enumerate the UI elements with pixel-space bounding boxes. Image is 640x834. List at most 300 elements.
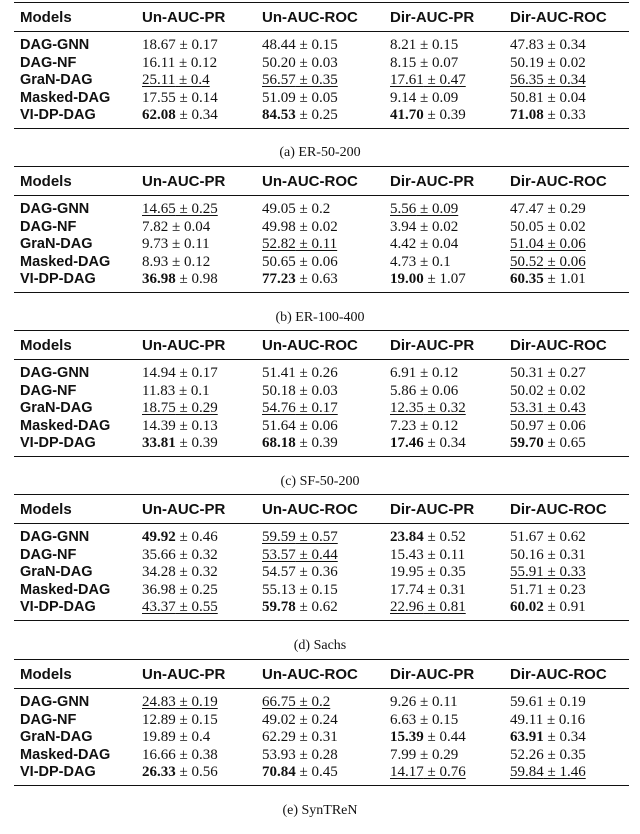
metric-stderr: ± 1.01 <box>547 271 586 287</box>
metric-value <box>390 254 451 270</box>
header-row <box>14 331 629 360</box>
metric-value <box>262 365 338 381</box>
metric-mean: 12.35 <box>390 400 424 416</box>
metric-stderr: ± 0.15 <box>179 711 218 728</box>
table-row <box>14 418 629 436</box>
metric-mean: 3.94 <box>390 218 417 235</box>
metric-stderr: ± 0.27 <box>547 365 586 381</box>
metric-stderr: ± 0.02 <box>547 54 586 71</box>
metric-cell <box>390 219 510 237</box>
metric-mean: 50.20 <box>262 54 296 71</box>
metric-stderr: ± 0.17 <box>299 400 338 416</box>
metric-stderr: ± 0.29 <box>179 400 218 416</box>
metric-stderr: ± 0.07 <box>420 54 459 71</box>
metric-value <box>390 712 458 728</box>
metric-mean: 51.41 <box>262 365 296 381</box>
metric-cell <box>390 254 510 272</box>
metric-mean: 62.29 <box>262 729 296 745</box>
metric-mean: 26.33 <box>142 764 176 780</box>
metric-value <box>142 547 218 563</box>
metric-mean: 17.55 <box>142 89 176 106</box>
metric-stderr: ± 0.2 <box>299 201 331 217</box>
metric-mean: 55.13 <box>262 581 296 598</box>
metric-value <box>142 729 210 745</box>
metric-cell <box>390 564 510 582</box>
metric-stderr: ± 0.09 <box>420 89 459 106</box>
metric-value <box>510 236 586 252</box>
model-name: GraN-DAG <box>20 729 93 745</box>
metric-cell <box>390 418 510 436</box>
metric-mean: 50.52 <box>510 253 544 270</box>
metric-value <box>390 694 458 710</box>
metric-value <box>262 55 338 71</box>
metric-stderr: ± 0.15 <box>420 37 459 53</box>
metric-mean: 50.65 <box>262 253 296 270</box>
metric-stderr: ± 0.03 <box>299 382 338 399</box>
metric-stderr: ± 0.31 <box>427 581 466 598</box>
model-name: DAG-GNN <box>20 529 90 545</box>
metric-cell <box>142 90 262 108</box>
model-name: GraN-DAG <box>20 400 93 416</box>
table-body <box>14 524 629 621</box>
metric-stderr: ± 0.11 <box>420 694 458 710</box>
metric-cell <box>142 32 262 55</box>
metric-mean: 51.64 <box>262 417 296 434</box>
table-body <box>14 689 629 786</box>
metric-mean: 14.39 <box>142 417 176 434</box>
metric-value <box>510 564 586 580</box>
metric-cell <box>262 90 390 108</box>
metric-stderr: ± 0.14 <box>179 89 218 106</box>
metric-stderr: ± 0.04 <box>547 89 586 106</box>
metric-value <box>390 236 458 252</box>
metric-stderr: ± 0.19 <box>547 694 586 710</box>
metric-stderr: ± 0.12 <box>178 54 218 71</box>
metric-mean: 8.93 <box>142 253 169 270</box>
metric-value <box>510 271 586 287</box>
metric-stderr: ± 0.19 <box>179 694 218 710</box>
metric-stderr: ± 0.23 <box>547 581 586 598</box>
metric-stderr: ± 0.32 <box>179 564 218 580</box>
model-name: Masked-DAG <box>20 417 111 434</box>
table-d <box>14 494 629 621</box>
metric-mean: 59.59 <box>262 529 296 545</box>
metric-stderr: ± 0.06 <box>420 382 459 399</box>
metric-mean: 50.16 <box>510 546 544 563</box>
metric-stderr: ± 0.26 <box>299 365 338 381</box>
metric-mean: 49.98 <box>262 218 296 235</box>
metric-value <box>142 529 218 545</box>
metric-mean: 59.84 <box>510 764 544 780</box>
metric-cell <box>510 219 629 237</box>
model-name: DAG-NF <box>20 546 77 563</box>
metric-mean: 51.04 <box>510 236 544 252</box>
metric-mean: 11.83 <box>142 382 176 399</box>
metric-stderr: ± 0.81 <box>427 599 466 615</box>
metric-mean: 49.02 <box>262 711 296 728</box>
metric-value <box>390 529 466 545</box>
metric-cell <box>262 599 390 620</box>
model-name: DAG-NF <box>20 382 77 399</box>
metric-mean: 52.82 <box>262 236 296 252</box>
metric-cell <box>390 689 510 712</box>
header-dir-auc-pr: Dir-AUC-PR <box>390 500 475 518</box>
model-name: GraN-DAG <box>20 72 93 88</box>
metric-cell <box>390 72 510 90</box>
metric-value <box>510 764 586 780</box>
metric-mean: 5.56 <box>390 201 417 217</box>
table-b <box>14 166 629 293</box>
metric-value <box>142 219 210 235</box>
metric-stderr: ± 0.36 <box>299 564 338 580</box>
metric-cell <box>262 254 390 272</box>
metric-mean: 50.31 <box>510 365 544 381</box>
metric-cell <box>510 764 629 785</box>
table-caption: (e) SynTReN <box>282 803 358 818</box>
metric-stderr: ± 0.62 <box>299 599 338 615</box>
metric-stderr: ± 0.45 <box>299 764 338 780</box>
model-name: GraN-DAG <box>20 236 93 252</box>
table-row <box>14 582 629 600</box>
metric-value <box>510 107 586 123</box>
metric-cell <box>262 524 390 547</box>
metric-mean: 48.44 <box>262 37 296 53</box>
metric-value <box>390 72 466 88</box>
metric-cell <box>262 712 390 730</box>
metric-value <box>142 694 218 710</box>
metric-mean: 7.82 <box>142 218 169 235</box>
metric-mean: 53.57 <box>262 546 296 563</box>
header-models: Models <box>20 500 72 518</box>
metric-mean: 51.71 <box>510 581 544 598</box>
metric-mean: 18.67 <box>142 37 176 53</box>
metric-stderr: ± 0.15 <box>420 711 459 728</box>
table-row <box>14 271 629 292</box>
metric-mean: 35.66 <box>142 546 176 563</box>
metric-value <box>142 201 218 217</box>
metric-cell <box>262 400 390 418</box>
header-un-auc-pr: Un-AUC-PR <box>142 665 226 683</box>
metric-value <box>262 107 338 123</box>
metric-cell <box>142 582 262 600</box>
metric-cell <box>142 254 262 272</box>
metric-mean: 12.89 <box>142 711 176 728</box>
metric-cell <box>262 271 390 292</box>
header-row <box>14 495 629 524</box>
metric-cell <box>142 712 262 730</box>
metric-stderr: ± 0.29 <box>547 201 586 217</box>
metric-cell <box>142 219 262 237</box>
metric-cell <box>390 196 510 219</box>
metric-mean: 70.84 <box>262 764 296 780</box>
metric-cell <box>390 360 510 383</box>
metric-stderr: ± 0.98 <box>179 271 218 287</box>
results-table <box>14 330 629 457</box>
metric-mean: 7.99 <box>390 746 417 763</box>
metric-mean: 15.39 <box>390 729 424 745</box>
model-name: VI-DP-DAG <box>20 599 96 615</box>
header-dir-auc-roc: Dir-AUC-ROC <box>510 172 607 190</box>
metric-mean: 56.57 <box>262 72 296 88</box>
metric-value <box>142 712 218 728</box>
metric-value <box>510 547 586 563</box>
table-row <box>14 564 629 582</box>
metric-mean: 60.35 <box>510 271 544 287</box>
metric-mean: 49.05 <box>262 201 296 217</box>
table-caption: (d) Sachs <box>293 638 347 653</box>
metric-mean: 19.00 <box>390 271 424 287</box>
metric-value <box>262 72 338 88</box>
metric-mean: 19.89 <box>142 729 176 745</box>
metric-cell <box>510 564 629 582</box>
metric-value <box>142 254 210 270</box>
metric-stderr: ± 0.17 <box>179 365 218 381</box>
metric-value <box>142 582 218 598</box>
metric-cell <box>390 271 510 292</box>
metric-mean: 63.91 <box>510 729 544 745</box>
metric-cell <box>510 236 629 254</box>
metric-cell <box>262 219 390 237</box>
metric-cell <box>262 764 390 785</box>
metric-value <box>390 37 458 53</box>
metric-mean: 16.66 <box>142 746 176 763</box>
metric-cell <box>510 72 629 90</box>
table-row <box>14 764 629 785</box>
metric-cell <box>510 271 629 292</box>
metric-stderr: ± 0.62 <box>547 529 586 545</box>
metric-stderr: ± 0.1 <box>178 382 210 399</box>
metric-stderr: ± 0.17 <box>179 37 218 53</box>
metric-mean: 50.81 <box>510 89 544 106</box>
metric-cell <box>262 72 390 90</box>
results-table <box>14 2 629 129</box>
model-name: DAG-GNN <box>20 37 90 53</box>
metric-mean: 36.98 <box>142 581 176 598</box>
metric-mean: 77.23 <box>262 271 296 287</box>
metric-mean: 50.19 <box>510 54 544 71</box>
metric-mean: 7.23 <box>390 417 417 434</box>
header-un-auc-roc: Un-AUC-ROC <box>262 172 358 190</box>
results-table <box>14 166 629 293</box>
metric-mean: 84.53 <box>262 107 296 123</box>
metric-stderr: ± 0.11 <box>299 236 338 252</box>
metric-stderr: ± 0.35 <box>427 564 466 580</box>
table-caption: (b) ER-100-400 <box>275 310 365 325</box>
metric-mean: 53.31 <box>510 400 544 416</box>
metric-value <box>510 37 586 53</box>
metric-mean: 14.65 <box>142 201 176 217</box>
metric-cell <box>390 90 510 108</box>
metric-mean: 43.37 <box>142 599 176 615</box>
table-row <box>14 236 629 254</box>
metric-cell <box>510 582 629 600</box>
metric-cell <box>142 400 262 418</box>
metric-cell <box>390 435 510 456</box>
metric-stderr: ± 0.06 <box>547 236 586 252</box>
metric-stderr: ± 0.25 <box>179 201 218 217</box>
metric-mean: 8.21 <box>390 37 417 53</box>
metric-value <box>262 582 338 598</box>
metric-stderr: ± 0.47 <box>427 72 466 88</box>
metric-value <box>510 55 586 71</box>
metric-stderr: ± 0.25 <box>179 581 218 598</box>
header-dir-auc-pr: Dir-AUC-PR <box>390 336 475 354</box>
metric-value <box>262 747 338 763</box>
metric-value <box>390 582 466 598</box>
metric-cell <box>262 360 390 383</box>
metric-value <box>390 729 466 745</box>
header-dir-auc-roc: Dir-AUC-ROC <box>510 8 607 26</box>
metric-value <box>262 254 338 270</box>
metric-stderr: ± 0.34 <box>547 72 586 88</box>
metric-mean: 15.43 <box>390 546 424 563</box>
metric-stderr: ± 0.28 <box>299 746 338 763</box>
metric-cell <box>262 582 390 600</box>
metric-value <box>262 694 330 710</box>
metric-value <box>510 254 586 270</box>
metric-value <box>510 365 586 381</box>
metric-stderr: ± 0.02 <box>547 218 586 235</box>
header-models: Models <box>20 665 72 683</box>
header-un-auc-pr: Un-AUC-PR <box>142 336 226 354</box>
metric-value <box>390 747 458 763</box>
metric-value <box>510 729 586 745</box>
metric-mean: 47.47 <box>510 201 544 217</box>
metric-value <box>390 365 458 381</box>
metric-mean: 5.86 <box>390 382 417 399</box>
header-un-auc-pr: Un-AUC-PR <box>142 172 226 190</box>
metric-value <box>142 72 210 88</box>
metric-value <box>510 747 586 763</box>
metric-cell <box>390 55 510 73</box>
metric-mean: 22.96 <box>390 599 424 615</box>
metric-stderr: ± 0.03 <box>299 54 338 71</box>
metric-stderr: ± 0.34 <box>547 37 586 53</box>
metric-mean: 9.26 <box>390 694 417 710</box>
metric-cell <box>262 383 390 401</box>
metric-stderr: ± 0.06 <box>547 253 586 270</box>
metric-value <box>262 383 338 399</box>
metric-stderr: ± 0.65 <box>547 435 586 451</box>
metric-stderr: ± 0.34 <box>179 107 218 123</box>
model-name: Masked-DAG <box>20 746 111 763</box>
metric-stderr: ± 0.06 <box>547 417 586 434</box>
metric-mean: 59.78 <box>262 599 296 615</box>
metric-mean: 25.11 <box>142 72 176 88</box>
table-row <box>14 107 629 128</box>
metric-stderr: ± 0.2 <box>299 694 331 710</box>
metric-value <box>142 236 210 252</box>
metric-mean: 23.84 <box>390 529 424 545</box>
metric-mean: 4.73 <box>390 253 417 270</box>
metric-mean: 17.74 <box>390 581 424 598</box>
metric-stderr: ± 0.52 <box>427 529 466 545</box>
metric-mean: 6.63 <box>390 711 417 728</box>
metric-value <box>262 271 338 287</box>
metric-value <box>390 201 458 217</box>
metric-stderr: ± 0.11 <box>172 236 210 252</box>
metric-stderr: ± 0.46 <box>179 529 218 545</box>
table-row <box>14 547 629 565</box>
metric-value <box>390 271 466 287</box>
metric-stderr: ± 0.02 <box>420 218 459 235</box>
metric-value <box>262 435 338 451</box>
metric-mean: 66.75 <box>262 694 296 710</box>
metric-cell <box>390 747 510 765</box>
metric-mean: 36.98 <box>142 271 176 287</box>
metric-cell <box>142 418 262 436</box>
metric-cell <box>510 729 629 747</box>
metric-stderr: ± 0.35 <box>299 72 338 88</box>
metric-value <box>510 219 586 235</box>
table-row <box>14 72 629 90</box>
metric-stderr: ± 0.05 <box>299 89 338 106</box>
metric-value <box>262 529 338 545</box>
metric-mean: 54.76 <box>262 400 296 416</box>
metric-cell <box>142 383 262 401</box>
table-row <box>14 219 629 237</box>
table-e <box>14 659 629 786</box>
metric-mean: 53.93 <box>262 746 296 763</box>
metric-mean: 18.75 <box>142 400 176 416</box>
metric-value <box>510 400 586 416</box>
header-dir-auc-pr: Dir-AUC-PR <box>390 665 475 683</box>
metric-cell <box>262 564 390 582</box>
metric-mean: 59.70 <box>510 435 544 451</box>
metric-cell <box>390 236 510 254</box>
metric-value <box>510 712 585 728</box>
metric-cell <box>390 582 510 600</box>
metric-value <box>142 90 218 106</box>
metric-stderr: ± 0.16 <box>546 711 586 728</box>
metric-cell <box>142 564 262 582</box>
metric-stderr: ± 0.56 <box>179 764 218 780</box>
metric-value <box>390 435 466 451</box>
metric-stderr: ± 0.33 <box>547 564 586 580</box>
metric-cell <box>510 712 629 730</box>
metric-value <box>142 37 218 53</box>
header-dir-auc-roc: Dir-AUC-ROC <box>510 500 607 518</box>
metric-cell <box>510 400 629 418</box>
metric-stderr: ± 0.55 <box>179 599 218 615</box>
table-body <box>14 196 629 293</box>
model-name: DAG-NF <box>20 54 77 71</box>
header-row <box>14 660 629 689</box>
metric-mean: 49.92 <box>142 529 176 545</box>
metric-stderr: ± 0.12 <box>172 253 211 270</box>
metric-value <box>510 694 586 710</box>
metric-cell <box>510 90 629 108</box>
metric-stderr: ± 0.91 <box>547 599 586 615</box>
table-caption: (c) SF-50-200 <box>280 474 360 489</box>
header-un-auc-pr: Un-AUC-PR <box>142 8 226 26</box>
metric-cell <box>390 383 510 401</box>
model-name: DAG-GNN <box>20 201 90 217</box>
table-row <box>14 435 629 456</box>
metric-cell <box>510 599 629 620</box>
metric-mean: 14.17 <box>390 764 424 780</box>
metric-stderr: ± 0.35 <box>547 746 586 763</box>
metric-stderr: ± 0.09 <box>420 201 459 217</box>
metric-stderr: ± 0.39 <box>299 435 338 451</box>
metric-cell <box>262 55 390 73</box>
metric-cell <box>142 747 262 765</box>
metric-cell <box>262 196 390 219</box>
metric-mean: 17.46 <box>390 435 424 451</box>
model-name: DAG-NF <box>20 711 77 728</box>
model-name: Masked-DAG <box>20 89 111 106</box>
metric-stderr: ± 0.25 <box>299 107 338 123</box>
